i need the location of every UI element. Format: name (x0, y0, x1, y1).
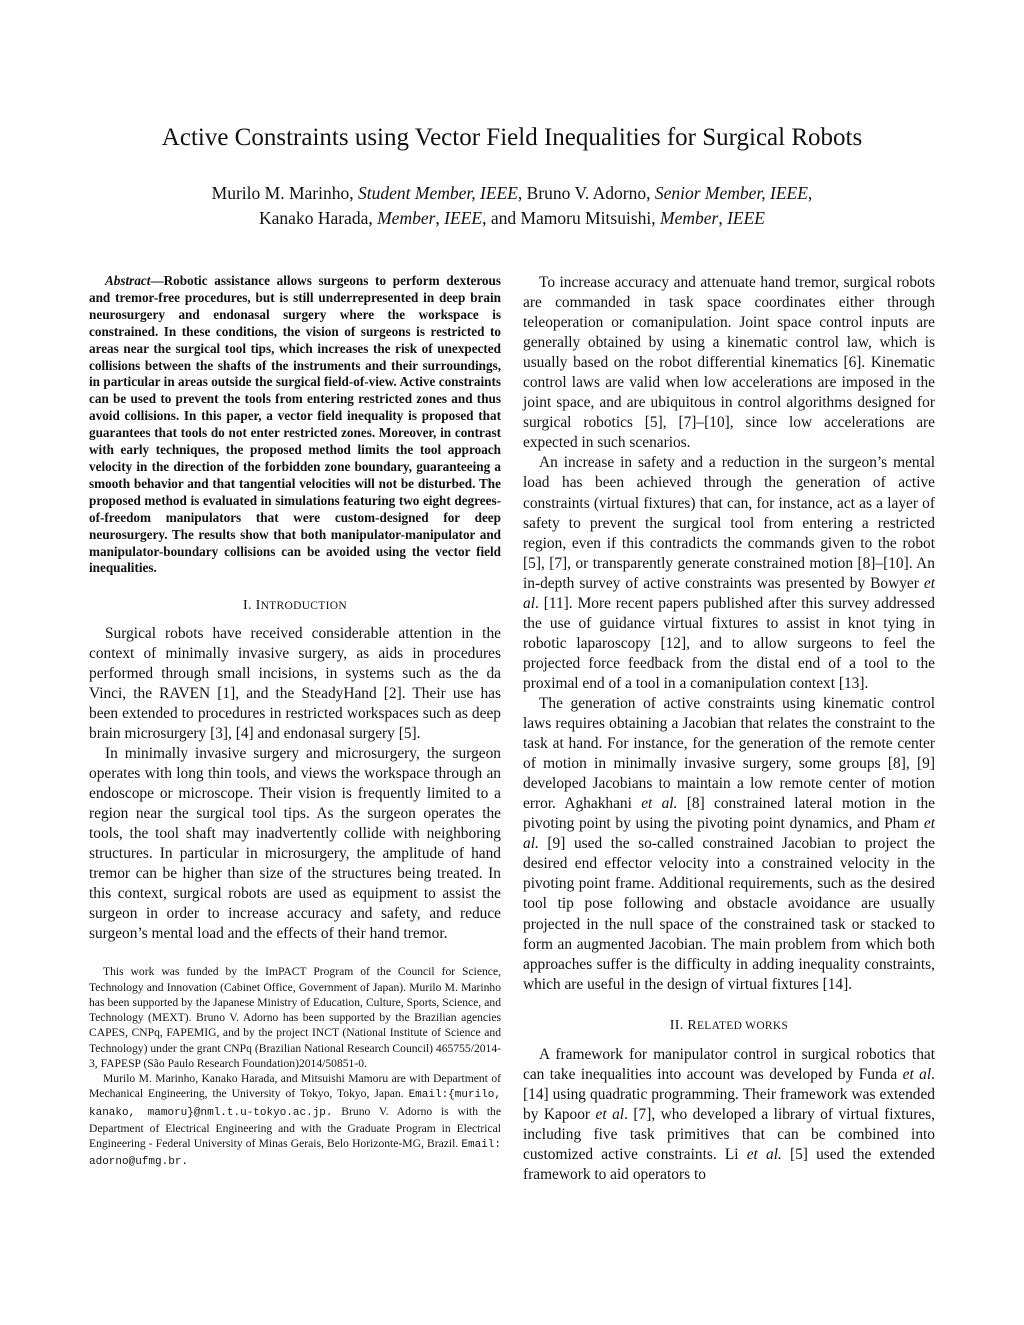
text-run: The generation of active constraints using kinematic control laws requires obtaining a Jacobian that relates the constraint to the task at hand. For instance, for the generation of the remote center of motion in minimally invasive surgery, some groups [8], [9] developed Jacobians to maintain a low remote center of motion error. Aghakhani (523, 694, 935, 813)
text-run: [5] used the extended framework to aid operators to (523, 1145, 935, 1183)
text-run: . [11]. More recent papers published after this survey addressed the use of guidance virtual fixtures to assist in knot tying in robotic laparoscopy [12], and to allow surgeons to feel the projected force feedback from the distal end of a tool to the proximal end of a tool in a comanipulation context [13]. (523, 594, 935, 692)
email-address: Email: adorno@ufmg.br. (89, 1139, 501, 1169)
author-membership: Member (660, 208, 719, 228)
conjunction: and (490, 208, 517, 228)
author-name: Murilo M. Marinho, (211, 183, 354, 203)
abstract-label: Abstract (105, 273, 151, 288)
et-al: et al. (641, 795, 678, 813)
intro-paragraph-3: To increase accuracy and attenuate hand tremor, surgical robots are commanded in task space coordinates either through teleoperation or comanipulation. Joint space control inputs are generally obtained by using a kinematic control law, which is usually based on the robot differential kinematics [6]. Kinematic control laws are valid when low accelerations are imposed in the joint space, and are ubiquitous in control algorithms designed for surgical robotics [5], [7]–[10], since low accelerations are expected in such scenarios. (523, 274, 935, 452)
et-al: et al (523, 574, 935, 612)
text-run: . [14] using quadratic programming. Their framework was extended by Kapoor (523, 1065, 935, 1123)
footnote (89, 964, 501, 1170)
author-membership: Student Member, IEEE, (358, 183, 523, 203)
author-line-2 (60, 206, 964, 231)
intro-paragraph-4 (523, 453, 935, 694)
arxiv-stamp-graphic (6, 350, 78, 970)
affiliation-text: Bruno V. Adorno is with the Department of Electrical Engineering and with the Graduate Program in Electrical Engineering - Federal University of Minas Gerais, Belo Horizonte-MG, Brazil. (89, 1104, 501, 1151)
author-list (60, 181, 964, 231)
punctuation: , (718, 208, 723, 228)
author-name: Kanako Harada, (259, 208, 373, 228)
text-run: An increase in safety and a reduction in the surgeon’s mental load has been achieved through the generation of active constraints (virtual fixtures) that can, for instance, act as a layer of safety to prevent the surgical tool from entering a restricted region, even if this contradicts the commands given to the robot [5], [7], or transparently generate constrained motion [8]–[10]. An in-depth survey of active constraints was presented by Bowyer (523, 454, 935, 592)
text-run: . [7], who developed a library of virtual fixtures, including five task primitives that can be combined into customized active constraints. Li (523, 1105, 935, 1163)
section-heading-related-works (523, 1017, 935, 1035)
section-initial: I (255, 598, 261, 614)
section-title-smallcaps: NTRODUCTION (260, 600, 347, 613)
section-title-smallcaps: ELATED WORKS (696, 1019, 789, 1032)
abstract-dash: — (150, 273, 164, 288)
text-run: [9] used the so-called constrained Jacobian to project the desired end effector velocity into a constrained velocity in the pivoting point frame. Additional requirements, such as the desired tool tip pose following and obstacle avoidance are usually projected in the null space of the constrained task or stacked to form an augmented Jacobian. The main problem from which both approaches suffer is the difficulty in adding inequality constraints, which are useful in the design of virtual fixtures [14]. (523, 835, 935, 993)
et-al: et al (902, 1065, 932, 1083)
intro-paragraph-5 (523, 694, 935, 995)
section-numeral: I. (243, 598, 256, 614)
funding-note: This work was funded by the ImPACT Program of the Council for Science, Technology and Innovation (Cabinet Office, Government of Japan). Murilo M. Marinho has been supported by the Japanese Ministry of Education, Culture, Sports, Science, and Technology (MEXT). Bruno V. Adorno has been supported by the Brazilian agencies CAPES, CNPq, FAPEMIG, and by the project INCT (National Institute of Science and Technology) under the grant CNPq (Brazilian National Research Council) 465755/2014-3, FAPESP (São Paulo Research Foundation)2014/50851-0. (89, 965, 501, 1070)
right-column (523, 273, 935, 1185)
author-membership: Senior Member, IEEE, (654, 183, 813, 203)
author-membership: Member (377, 208, 436, 228)
paper-title: Active Constraints using Vector Field Inequalities for Surgical Robots (161, 124, 863, 151)
text-run: A framework for manipulator control in surgical robotics that can take inequalities into account was developed by Funda (523, 1045, 935, 1083)
section-heading-introduction (89, 597, 501, 615)
et-al: et al (595, 1105, 625, 1123)
intro-paragraph-2: In minimally invasive surgery and microsurgery, the surgeon operates with long thin tools, and views the workspace through an endoscope or microscope. Their vision is frequently limited to a region near the surgical tool tips. As the surgeon operates the tools, the tool shaft may inadvertently collide with neighboring structures. In particular in microsurgery, the amplitude of hand tremor can be higher than size of the structures being treated. In this context, surgical robots are used as equipment to assist the surgeon in order to increase accuracy and safety, and reduce surgeon’s mental load and the effects of their hand tremor. (89, 745, 501, 943)
affiliation-text: Murilo M. Marinho, Kanako Harada, and Mitsuishi Mamoru are with Department of Mechanical Engineering, the University of Tokyo, Tokyo, Japan. (89, 1072, 501, 1101)
section-initial: R (687, 1017, 697, 1033)
intro-paragraph-1: Surgical robots have received considerable attention in the context of minimally invasive surgery, as aids in procedures performed through small incisions, in systems such as the da Vinci, the RAVEN [1], and the SteadyHand [2]. Their use has been extended to procedures in restricted workspaces such as deep brain microsurgery [3], [4] and endonasal surgery [5]. (89, 625, 501, 743)
author-name: Bruno V. Adorno, (526, 183, 651, 203)
author-membership-org: IEEE (727, 208, 765, 228)
et-al: et al. (746, 1145, 782, 1163)
affiliation-note (89, 1071, 501, 1171)
author-line-1 (60, 181, 964, 206)
abstract-text: Robotic assistance allows surgeons to perform dexterous and tremor-free procedures, but is still underrepresented in deep brain neurosurgery and endonasal surgery where the workspace is constrained. In these conditions, the vision of surgeons is restricted to areas near the surgical tool tips, which increases the risk of unexpected collisions between the shafts of the instruments and their surroundings, in particular in areas outside the surgical field-of-view. Active constraints can be used to prevent the tools from entering restricted zones and thus avoid collisions. In this paper, a vector field inequality is proposed that guarantees that tools do not enter restricted zones. Moreover, in contrast with early techniques, the proposed method limits the tool approach velocity in the direction of the forbidden zone boundary, guaranteeing a smooth behavior and that tangential velocities will not be disturbed. The proposed method is evaluated in simulations featuring two eight degrees-of-freedom manipulators that were custom-designed for deep neurosurgery. The results show that both manipulator-manipulator and manipulator-boundary collisions can be avoided using the vector field inequalities. (89, 273, 501, 576)
author-name: Mamoru Mitsuishi, (520, 208, 656, 228)
left-column (89, 273, 501, 1171)
et-al: et al. (523, 815, 935, 853)
arxiv-side-stamp (6, 350, 78, 970)
author-membership-org: IEEE (444, 208, 483, 228)
punctuation: , (435, 208, 440, 228)
email-address: Email:{murilo, kanako, mamoru}@nml.t.u-tokyo.ac.jp. (89, 1089, 501, 1119)
abstract (89, 273, 501, 577)
section-numeral: II. (669, 1017, 688, 1033)
punctuation: , (482, 208, 487, 228)
text-run: [8] constrained lateral motion in the pivoting point by using the pivoting point dynamics, and Pham (523, 795, 935, 833)
related-works-paragraph-1 (523, 1045, 935, 1185)
